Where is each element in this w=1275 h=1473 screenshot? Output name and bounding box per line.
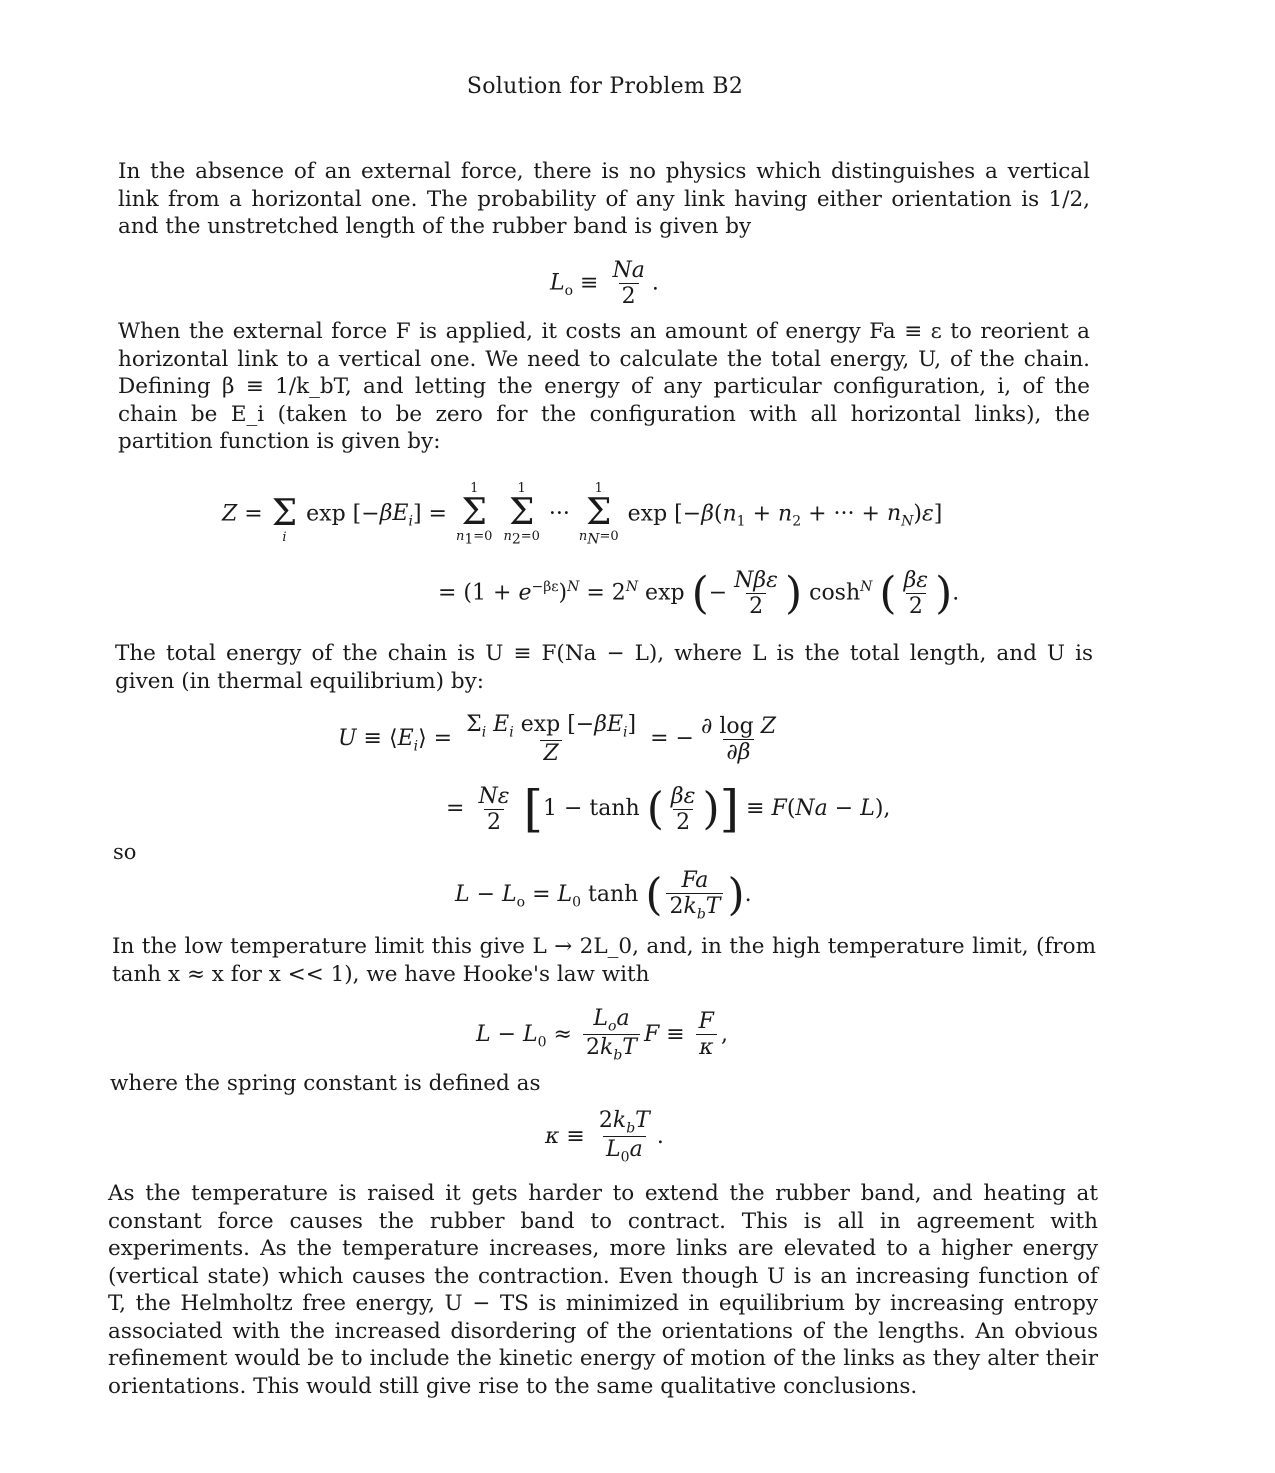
equation-partition-function-closed: = $(1 + e^{-\beta\varepsilon})^N = 2^N$ exp (− $\frac{\text{Nβε}}{2}$ ) $\cosh^N$ ( $\frac{\beta\varepsilon}{2}$ ). [438,568,960,619]
equation-spring-constant: κ ≡ $\frac{2k_bT}{L_0a}$ . [545,1108,664,1166]
paragraph-external-force: When the external force F is applied, it costs an amount of energy Fa ≡ ε to reorient a horizontal link to a vertical one. We need to calculate the total energy, U, of the chain. Defining β ≡ 1/k_bT, and letting the energy of any particular configuration, i, of the chain be E_i (taken to be zero for the configuration with all horizontal links), the partition function is given by: [118,319,1090,454]
equation-mean-energy-result: = $\frac{N\varepsilon}{2}$ [1 − tanh ( $\frac{\beta\varepsilon}{2}$ )] ≡ F(Na − L), [446,780,891,838]
equation-length-tanh: $L - L_o = L_0$ tanh ( $\frac{Fa}{2k_bT}$ ). [455,868,752,923]
page-title: Solution for Problem B2 [466,74,744,99]
paragraph-spring-constant: where the spring constant is defined as [110,1071,541,1096]
equation-unstretched-length: $L_o$ ≡ $\frac{Na}{2}$ . [550,258,659,309]
paragraph-intro: In the absence of an external force, there is no physics which distinguishes a vertical link from a horizontal one. The probability of any link having either orientation is 1/2, and the unstretched length of the rubber band is given by [118,159,1090,239]
equation-mean-energy: $U \equiv ⟨E_i⟩$ = $\frac{\Sigma_i E_i \exp [-\beta E_i]}{Z}$ = − $\frac{\text{∂ log Z}}{\partial\beta}$ [338,712,776,767]
equation-hookes-law: $L - L_0$ ≈ $\frac{L_oa}{2k_bT}$ F ≡ $\frac{F}{\kappa}$ , [476,1006,728,1064]
paragraph-total-energy: The total energy of the chain is U ≡ F(Na − L), where L is the total length, and U is given (in thermal equilibrium) by: [115,641,1093,694]
paragraph-temperature-limits: In the low temperature limit this give L → 2L_0, and, in the high temperature limit, (from tanh x ≈ x for x << 1), we have Hooke's law with [112,934,1096,987]
word-so: so [113,840,137,864]
paragraph-conclusion: As the temperature is raised it gets harder to extend the rubber band, and heating at constant force causes the rubber band to contract. This is all in agreement with experiments. As the temperature increases, more links are elevated to a higher energy (vertical state) which causes the contraction. Even though U is an increasing function of T, the Helmholtz free energy, U − TS is minimized in equilibrium by increasing entropy associated with the increased disordering of the orientations of the lengths. An obvious refinement would be to include the kinetic energy of motion of the links as they alter their orientations. This would still give rise to the same qualitative conclusions. [108,1181,1098,1399]
equation-partition-function-sum: Z = Σ i $\exp [-\beta E_i]$ = 1 Σ $n_1=0$ 1 Σ $n_2=0$ ··· 1 Σ $n_N=0$ $\exp [-\beta(n_1 + n_2$ + ··· + $n_N)\varepsilon$] [222,481,943,548]
